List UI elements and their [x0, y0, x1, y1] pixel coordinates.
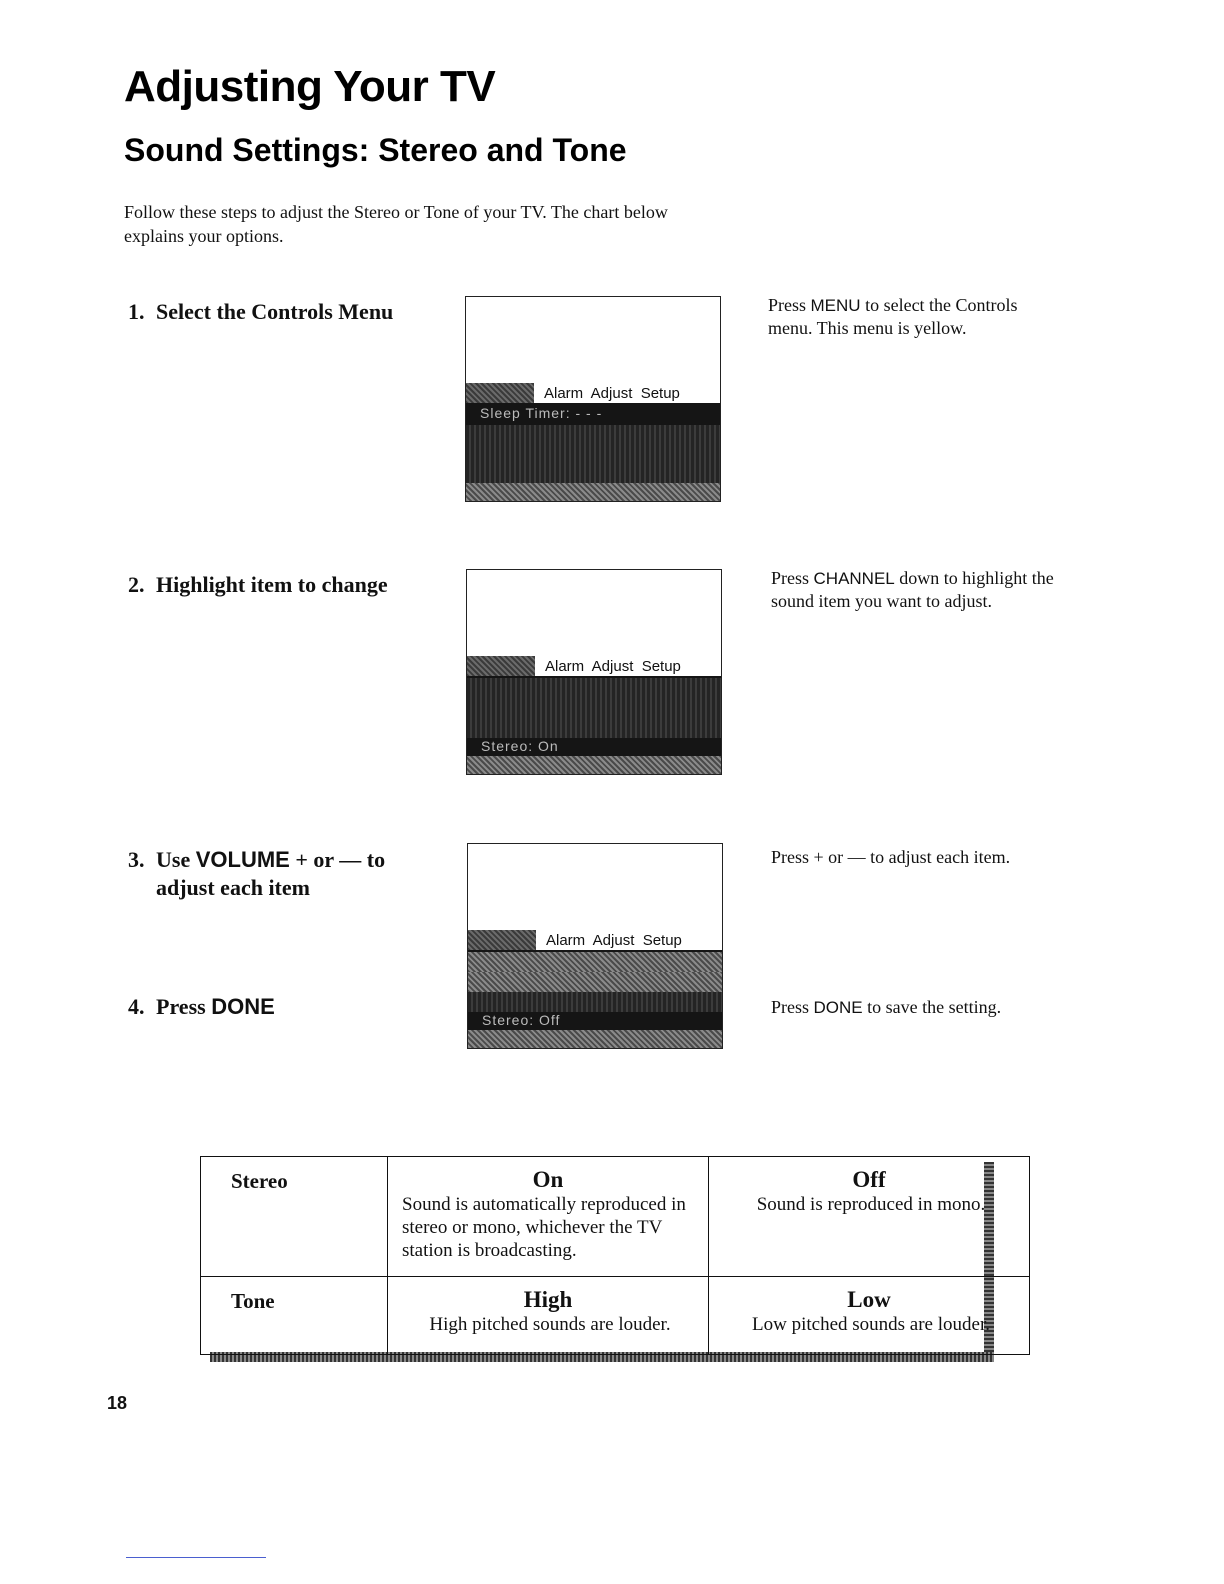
menu-tabs: Alarm Adjust Setup: [544, 385, 680, 402]
intro-paragraph: Follow these steps to adjust the Stereo or Tone of your TV. The chart below explains your options.: [124, 202, 668, 246]
menu-row-stereo-selected: Stereo: On: [481, 738, 559, 754]
option-description: Sound is automatically reproduced in stereo or mono, whichever the TV station is broadcasting.: [402, 1194, 686, 1261]
desc-keyword: DONE: [813, 998, 863, 1017]
menu-body: [467, 676, 721, 774]
menu-bar: [467, 656, 721, 676]
menu-tab-controls: [466, 383, 534, 403]
menu-tab-controls: [467, 656, 535, 676]
menu-row: [467, 678, 721, 698]
step-text-continued: adjust each item: [156, 875, 310, 900]
step-keyword: VOLUME: [195, 847, 290, 872]
option-label: High: [523, 1287, 573, 1312]
menu-row: [466, 445, 720, 465]
menu-bar: [466, 383, 720, 403]
table-row: [201, 1277, 1030, 1355]
step-3-description: [771, 846, 1071, 869]
option-description: High pitched sounds are louder.: [429, 1314, 671, 1335]
desc-text: to select the Controls menu. This menu is yellow.: [768, 295, 1018, 338]
menu-row: [467, 718, 721, 738]
step-number: 1.: [128, 299, 145, 324]
menu-tab-controls: [468, 930, 536, 950]
option-cell: [388, 1157, 709, 1277]
option-cell: [388, 1277, 709, 1355]
menu-row: [468, 992, 722, 1012]
step-2-description: [771, 567, 1061, 613]
desc-text: Press: [771, 568, 814, 588]
menu-row: [468, 972, 722, 992]
step-number: 3.: [128, 847, 145, 872]
menu-tabs: Alarm Adjust Setup: [545, 658, 681, 675]
menu-tabs: Alarm Adjust Setup: [546, 932, 682, 949]
tv-screen-highlight-item: [466, 569, 722, 775]
menu-row: [468, 1030, 722, 1049]
step-text: Use: [156, 847, 196, 872]
option-description: Low pitched sounds are louder.: [752, 1314, 990, 1335]
menu-row-stereo-selected: Stereo: Off: [482, 1012, 561, 1028]
option-description: Sound is reproduced in mono.: [756, 1194, 986, 1215]
footer-rule: [126, 1557, 266, 1558]
step-text: Select the Controls Menu: [156, 299, 394, 324]
option-label: Off: [852, 1167, 886, 1192]
desc-keyword: CHANNEL: [813, 569, 895, 588]
menu-row: [467, 698, 721, 718]
desc-text: Press: [771, 997, 814, 1017]
step-number: 2.: [128, 572, 145, 597]
table-row: [201, 1157, 1030, 1277]
step-number: 4.: [128, 994, 145, 1019]
page-number: 18: [107, 1393, 128, 1413]
step-3-heading: [128, 846, 385, 902]
step-keyword: DONE: [211, 994, 275, 1019]
section-title: Sound Settings: Stereo and Tone: [124, 132, 627, 168]
options-table: [200, 1156, 1030, 1355]
option-cell: [709, 1157, 1030, 1277]
step-text: Highlight item to change: [156, 572, 388, 597]
option-cell: [709, 1277, 1030, 1355]
menu-row: [466, 465, 720, 485]
menu-row: [466, 483, 720, 502]
menu-row: [466, 425, 720, 445]
step-4-heading: [128, 993, 275, 1021]
menu-body: [466, 403, 720, 501]
step-text: + or — to: [289, 847, 386, 872]
menu-body: [468, 950, 722, 1048]
step-2-heading: [128, 571, 388, 599]
desc-text: Press: [768, 295, 811, 315]
menu-row: [468, 952, 722, 972]
step-1-heading: [128, 298, 393, 326]
tv-screen-controls-menu: [465, 296, 721, 502]
page-title: Adjusting Your TV: [124, 62, 496, 111]
step-text: Press: [156, 994, 212, 1019]
option-label: Low: [847, 1287, 891, 1312]
setting-name: Tone: [201, 1277, 388, 1355]
desc-text: Press + or — to adjust each item.: [771, 847, 1011, 867]
desc-keyword: MENU: [810, 296, 861, 315]
menu-row: [467, 756, 721, 775]
step-1-description: [768, 294, 1058, 340]
desc-text: to save the setting.: [862, 997, 1002, 1017]
desc-text: down to highlight the sound item you want to adjust.: [771, 568, 1054, 611]
tv-screen-adjust-item: [467, 843, 723, 1049]
menu-bar: [468, 930, 722, 950]
menu-row-sleep-timer: Sleep Timer: - - -: [480, 405, 603, 421]
step-4-description: [771, 996, 1071, 1019]
setting-name: Stereo: [201, 1157, 388, 1277]
option-label: On: [532, 1167, 564, 1192]
